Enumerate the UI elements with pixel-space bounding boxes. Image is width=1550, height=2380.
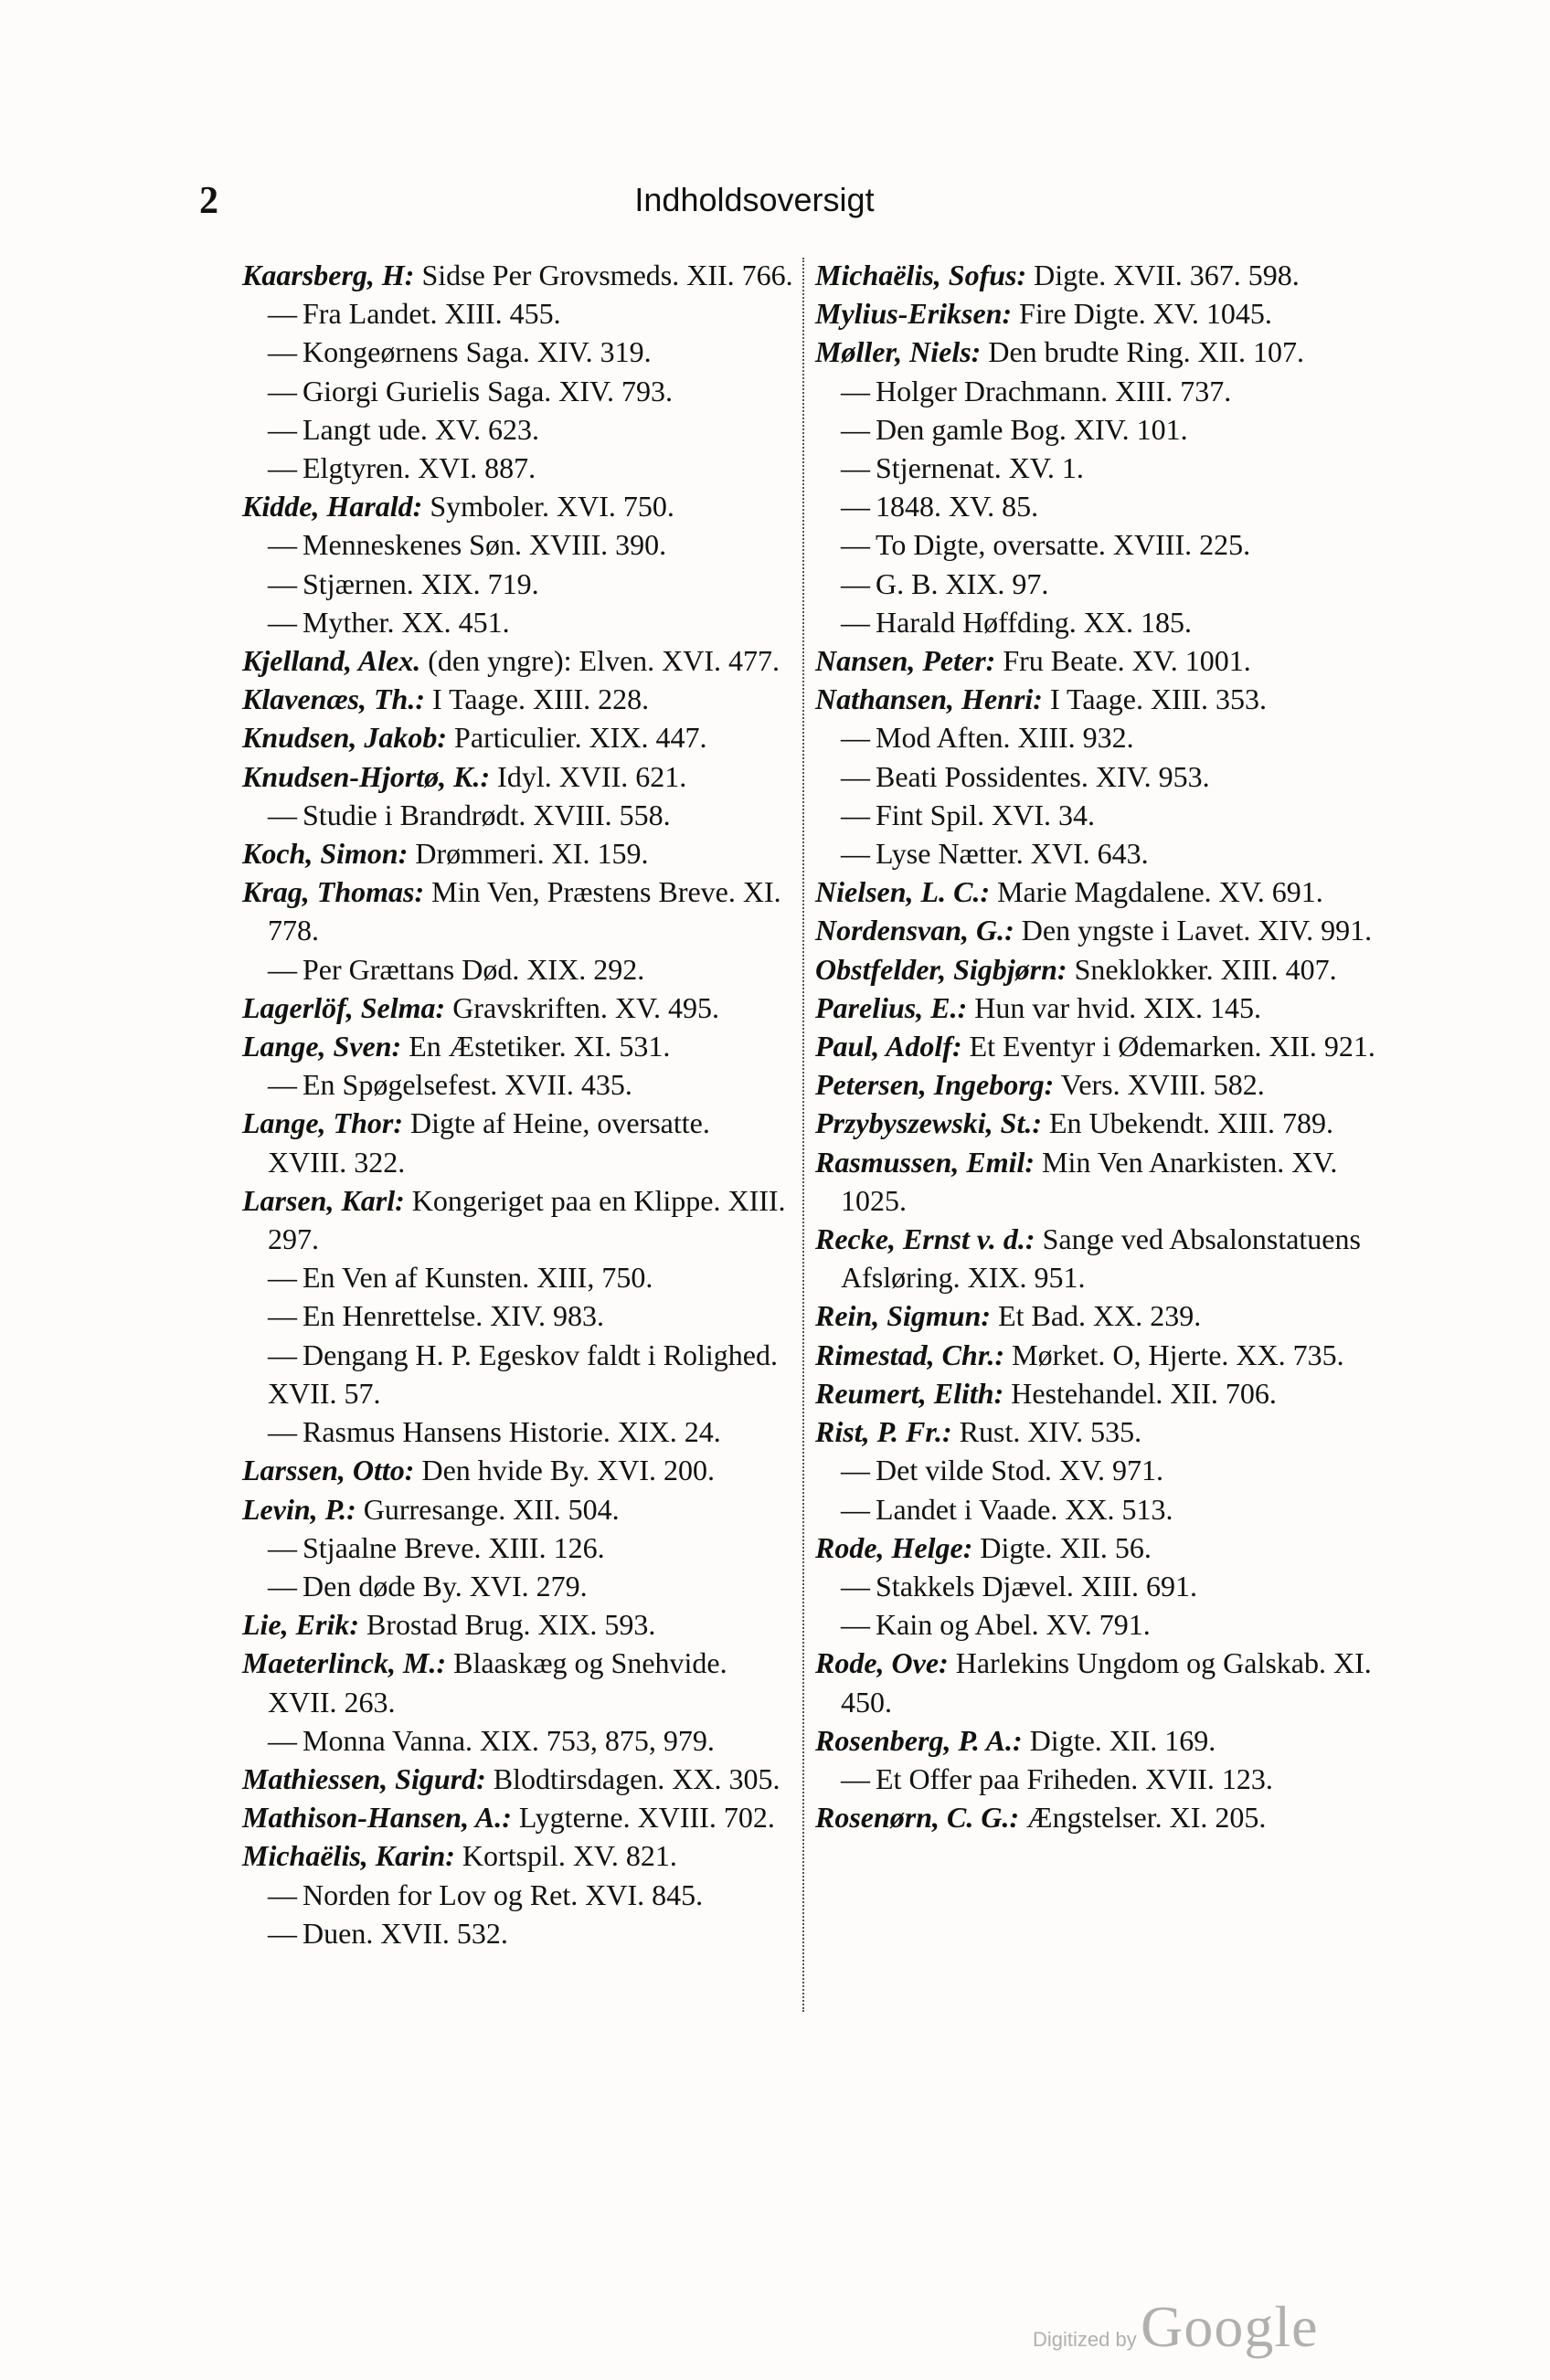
index-entry bbox=[815, 372, 1391, 410]
index-entry bbox=[242, 1528, 795, 1567]
index-entry bbox=[815, 487, 1391, 525]
entry-dash: — bbox=[268, 1916, 297, 1950]
entry-title: Digte. XVII. 367. 598. bbox=[1026, 259, 1300, 291]
running-title: Indholdsoversigt bbox=[634, 181, 875, 218]
index-entry bbox=[815, 1374, 1391, 1412]
entry-author: Paul, Adolf: bbox=[815, 1030, 962, 1063]
entry-title: Kortspil. XV. 821. bbox=[454, 1839, 677, 1873]
entry-dash: — bbox=[268, 566, 297, 600]
entry-author: Lange, Sven: bbox=[242, 1030, 402, 1063]
index-entry bbox=[242, 410, 795, 449]
right-column bbox=[815, 256, 1391, 1836]
entry-title: Stakkels Djævel. XIII. 691. bbox=[876, 1569, 1197, 1603]
entry-title: Elgtyren. XVI. 887. bbox=[303, 451, 536, 485]
entry-dash: — bbox=[841, 1761, 870, 1795]
entry-author: Rimestad, Chr.: bbox=[815, 1338, 1005, 1371]
entry-author: Mylius-Eriksen: bbox=[815, 297, 1013, 331]
entry-author: Lange, Thor: bbox=[242, 1106, 403, 1140]
entry-title: I Taage. XIII. 228. bbox=[425, 682, 650, 716]
entry-title: Kain og Abel. XV. 791. bbox=[876, 1608, 1151, 1642]
index-entry bbox=[242, 1644, 795, 1720]
digitized-watermark bbox=[1033, 2293, 1319, 2361]
index-entry bbox=[815, 1296, 1391, 1335]
entry-dash: — bbox=[268, 1530, 297, 1564]
entry-dash: — bbox=[841, 1569, 870, 1603]
index-entry bbox=[242, 834, 795, 873]
index-entry bbox=[242, 333, 795, 371]
entry-dash: — bbox=[841, 451, 870, 485]
index-entry bbox=[815, 1412, 1391, 1451]
index-entry bbox=[242, 1914, 795, 1952]
entry-dash: — bbox=[841, 798, 870, 831]
index-entry bbox=[242, 989, 795, 1027]
entry-dash: — bbox=[841, 1492, 870, 1526]
entry-author: Rode, Helge: bbox=[815, 1530, 973, 1564]
entry-title: Langt ude. XV. 623. bbox=[303, 412, 539, 446]
index-entry bbox=[242, 1490, 795, 1528]
entry-dash: — bbox=[268, 451, 297, 485]
index-entry bbox=[815, 680, 1391, 718]
entry-author: Klavenæs, Th.: bbox=[242, 682, 425, 716]
entry-author: Petersen, Ingeborg: bbox=[815, 1068, 1055, 1102]
entry-author: Larssen, Otto: bbox=[242, 1454, 415, 1487]
entry-author: Koch, Simon: bbox=[242, 837, 409, 871]
index-entry bbox=[815, 1336, 1391, 1374]
index-entry bbox=[815, 1451, 1391, 1489]
watermark-prefix: Digitized by bbox=[1033, 2328, 1137, 2351]
entry-title: Fra Landet. XIII. 455. bbox=[303, 297, 561, 331]
entry-title: Fint Spil. XVI. 34. bbox=[876, 798, 1096, 831]
left-column bbox=[242, 256, 795, 1952]
entry-title: Et Eventyr i Ødemarken. XII. 921. bbox=[961, 1030, 1375, 1063]
entry-dash: — bbox=[268, 952, 297, 986]
entry-dash: — bbox=[841, 528, 870, 562]
entry-title: I Taage. XIII. 353. bbox=[1042, 682, 1268, 716]
index-entry bbox=[815, 449, 1391, 487]
entry-title: Det vilde Stod. XV. 971. bbox=[876, 1454, 1163, 1487]
entry-title: Sange ved Absalonstatuens Afsløring. XIX. 951. bbox=[841, 1222, 1361, 1295]
entry-title: Blaaskæg og Snehvide. XVII. 263. bbox=[268, 1646, 727, 1719]
entry-title: Duen. XVII. 532. bbox=[303, 1916, 508, 1950]
entry-title: Min Ven Anarkisten. XV. 1025. bbox=[841, 1145, 1338, 1217]
index-entry bbox=[815, 641, 1391, 680]
index-entry bbox=[815, 1644, 1391, 1720]
entry-dash: — bbox=[841, 837, 870, 871]
entry-title: Rust. XIV. 535. bbox=[951, 1415, 1142, 1449]
entry-title: To Digte, oversatte. XVIII. 225. bbox=[876, 528, 1251, 562]
index-entry bbox=[242, 372, 795, 410]
index-entry bbox=[815, 989, 1391, 1027]
entry-author: Kjelland, Alex. bbox=[242, 644, 421, 678]
entry-author: Knudsen, Jakob: bbox=[242, 721, 448, 755]
entry-title: Monna Vanna. XIX. 753, 875, 979. bbox=[303, 1723, 715, 1757]
index-entry bbox=[242, 757, 795, 796]
entry-title: Marie Magdalene. XV. 691. bbox=[990, 875, 1323, 909]
entry-title: Hestehandel. XII. 706. bbox=[1003, 1376, 1277, 1410]
entry-dash: — bbox=[268, 1261, 297, 1295]
index-entry bbox=[815, 1220, 1391, 1296]
index-entry bbox=[815, 333, 1391, 371]
index-entry bbox=[815, 796, 1391, 834]
entry-title: Drømmeri. XI. 159. bbox=[408, 837, 649, 871]
entry-title: Digte. XII. 169. bbox=[1022, 1723, 1216, 1757]
entry-title: Brostad Brug. XIX. 593. bbox=[358, 1608, 656, 1642]
entry-title: Lygterne. XVIII. 702. bbox=[511, 1801, 775, 1835]
index-entry bbox=[815, 1027, 1391, 1065]
entry-dash: — bbox=[268, 297, 297, 331]
entry-title: Rasmus Hansens Historie. XIX. 24. bbox=[303, 1415, 721, 1449]
entry-title: Fire Digte. XV. 1045. bbox=[1012, 297, 1272, 331]
entry-title: Menneskenes Søn. XVIII. 390. bbox=[303, 528, 667, 562]
entry-author: Nathansen, Henri: bbox=[815, 682, 1043, 716]
index-entry bbox=[815, 1798, 1391, 1836]
entry-title: En Ven af Kunsten. XIII, 750. bbox=[303, 1261, 653, 1295]
entry-dash: — bbox=[841, 1608, 870, 1642]
entry-title: Digte af Heine, oversatte. XVIII. 322. bbox=[268, 1106, 710, 1179]
entry-author: Kaarsberg, H: bbox=[242, 259, 415, 291]
entry-author: Rein, Sigmun: bbox=[815, 1299, 992, 1333]
entry-title: Myther. XX. 451. bbox=[303, 605, 510, 639]
entry-title: Et Bad. XX. 239. bbox=[991, 1299, 1202, 1333]
entry-author: Przybyszewski, St.: bbox=[815, 1106, 1042, 1140]
entry-dash: — bbox=[268, 412, 297, 446]
index-entry bbox=[815, 834, 1391, 873]
entry-title: Den brudte Ring. XII. 107. bbox=[981, 335, 1305, 369]
index-entry bbox=[242, 525, 795, 564]
entry-author: Maeterlinck, M.: bbox=[242, 1646, 447, 1680]
entry-author: Krag, Thomas: bbox=[242, 875, 425, 909]
index-entry bbox=[242, 718, 795, 756]
entry-dash: — bbox=[268, 374, 297, 407]
entry-title: Stjaalne Breve. XIII. 126. bbox=[303, 1530, 605, 1564]
index-entry bbox=[815, 911, 1391, 949]
entry-title: Hun var hvid. XIX. 145. bbox=[967, 990, 1261, 1024]
index-entry bbox=[815, 757, 1391, 796]
entry-dash: — bbox=[268, 528, 297, 562]
entry-title: Den gamle Bog. XIV. 101. bbox=[876, 412, 1188, 446]
entry-title: En Spøgelsefest. XVII. 435. bbox=[303, 1068, 632, 1102]
entry-author: Obstfelder, Sigbjørn: bbox=[815, 952, 1067, 986]
entry-dash: — bbox=[841, 1454, 870, 1487]
entry-title: Ængstelser. XI. 205. bbox=[1019, 1801, 1267, 1835]
index-entry bbox=[242, 680, 795, 718]
entry-title: Giorgi Gurielis Saga. XIV. 793. bbox=[303, 374, 674, 407]
index-entry bbox=[815, 294, 1391, 333]
index-entry bbox=[242, 1567, 795, 1605]
entry-dash: — bbox=[268, 1299, 297, 1333]
entry-dash: — bbox=[841, 490, 870, 524]
entry-title: Harlekins Ungdom og Galskab. XI. 450. bbox=[841, 1646, 1372, 1719]
entry-title: Et Offer paa Friheden. XVII. 123. bbox=[876, 1761, 1273, 1795]
entry-title: Holger Drachmann. XIII. 737. bbox=[876, 374, 1232, 407]
index-entry bbox=[242, 1605, 795, 1644]
entry-title: Studie i Brandrødt. XVIII. 558. bbox=[303, 798, 671, 831]
entry-title: Particulier. XIX. 447. bbox=[447, 721, 707, 755]
index-entry bbox=[242, 1798, 795, 1836]
index-entry bbox=[242, 950, 795, 989]
index-entry bbox=[815, 1490, 1391, 1528]
index-entry bbox=[242, 1760, 795, 1798]
entry-author: Rode, Ove: bbox=[815, 1646, 949, 1680]
entry-dash: — bbox=[268, 605, 297, 639]
entry-dash: — bbox=[841, 412, 870, 446]
entry-author: Mathiessen, Sigurd: bbox=[242, 1761, 486, 1795]
entry-title: Stjernenat. XV. 1. bbox=[876, 451, 1084, 485]
index-entry bbox=[242, 1876, 795, 1914]
entry-title: Blodtirsdagen. XX. 305. bbox=[485, 1761, 780, 1795]
entry-dash: — bbox=[268, 1338, 297, 1371]
entry-title: Min Ven, Præstens Breve. XI. 778. bbox=[268, 875, 781, 947]
entry-dash: — bbox=[841, 721, 870, 755]
index-entry bbox=[242, 1104, 795, 1180]
entry-title: Den hvide By. XVI. 200. bbox=[414, 1454, 715, 1487]
entry-title: Fru Beate. XV. 1001. bbox=[995, 644, 1251, 678]
entry-dash: — bbox=[268, 1068, 297, 1102]
entry-title: 1848. XV. 85. bbox=[876, 490, 1039, 524]
entry-dash: — bbox=[841, 759, 870, 793]
index-entry bbox=[242, 1336, 795, 1412]
index-entry bbox=[242, 1412, 795, 1451]
index-entry bbox=[815, 1760, 1391, 1798]
index-entry bbox=[815, 1143, 1391, 1220]
index-entry bbox=[242, 449, 795, 487]
entry-title: Per Grættans Død. XIX. 292. bbox=[303, 952, 645, 986]
index-entry bbox=[815, 410, 1391, 449]
entry-title: Harald Høffding. XX. 185. bbox=[876, 605, 1193, 639]
index-entry bbox=[242, 641, 795, 680]
index-entry bbox=[815, 1567, 1391, 1605]
entry-author: Kidde, Harald: bbox=[242, 490, 423, 524]
entry-author: Larsen, Karl: bbox=[242, 1183, 405, 1217]
entry-author: Nielsen, L. C.: bbox=[815, 875, 991, 909]
entry-title: Den yngste i Lavet. XIV. 991. bbox=[1014, 914, 1373, 947]
index-entry bbox=[815, 1528, 1391, 1567]
entry-author: Knudsen-Hjortø, K.: bbox=[242, 759, 491, 793]
entry-author: Rasmussen, Emil: bbox=[815, 1145, 1035, 1179]
entry-title: Vers. XVIII. 582. bbox=[1054, 1068, 1265, 1102]
entry-title: Sidse Per Grovsmeds. XII. 766. bbox=[414, 259, 793, 291]
entry-author: Michaëlis, Karin: bbox=[242, 1839, 455, 1873]
entry-title: Gravskriften. XV. 495. bbox=[445, 990, 719, 1024]
entry-title: Lyse Nætter. XVI. 643. bbox=[876, 837, 1149, 871]
entry-author: Recke, Ernst v. d.: bbox=[815, 1222, 1035, 1256]
entry-dash: — bbox=[268, 1723, 297, 1757]
entry-author: Lagerlöf, Selma: bbox=[242, 990, 446, 1024]
index-entry bbox=[242, 1296, 795, 1335]
entry-dash: — bbox=[841, 374, 870, 407]
index-entry bbox=[815, 718, 1391, 756]
index-entry bbox=[242, 1027, 795, 1065]
entry-title: (den yngre): Elven. XVI. 477. bbox=[420, 644, 780, 678]
entry-dash: — bbox=[268, 1878, 297, 1911]
index-entry bbox=[242, 487, 795, 525]
entry-title: Den døde By. XVI. 279. bbox=[303, 1569, 588, 1603]
entry-title: En Henrettelse. XIV. 983. bbox=[303, 1299, 604, 1333]
entry-dash: — bbox=[841, 605, 870, 639]
entry-title: Mørket. O, Hjerte. XX. 735. bbox=[1004, 1338, 1344, 1371]
index-entry bbox=[815, 1721, 1391, 1760]
entry-author: Rosenørn, C. G.: bbox=[815, 1801, 1020, 1835]
entry-title: Beati Possidentes. XIV. 953. bbox=[876, 759, 1210, 793]
page-number: 2 bbox=[199, 180, 218, 222]
index-entry bbox=[815, 1065, 1391, 1104]
index-entry bbox=[242, 1258, 795, 1296]
index-entry bbox=[242, 873, 795, 949]
entry-title: Norden for Lov og Ret. XVI. 845. bbox=[303, 1878, 704, 1911]
entry-title: Landet i Vaade. XX. 513. bbox=[876, 1492, 1173, 1526]
entry-author: Michaëlis, Sofus: bbox=[815, 259, 1027, 291]
column-divider bbox=[802, 258, 804, 2012]
google-logo: Google bbox=[1141, 2294, 1319, 2359]
entry-author: Nansen, Peter: bbox=[815, 644, 996, 678]
entry-dash: — bbox=[268, 1415, 297, 1449]
index-entry bbox=[242, 1721, 795, 1760]
index-entry bbox=[242, 796, 795, 834]
entry-title: En Ubekendt. XIII. 789. bbox=[1042, 1106, 1334, 1140]
index-entry bbox=[242, 565, 795, 603]
index-entry bbox=[242, 1451, 795, 1489]
entry-author: Møller, Niels: bbox=[815, 335, 982, 369]
entry-author: Levin, P.: bbox=[242, 1492, 356, 1526]
index-entry bbox=[242, 1181, 795, 1258]
index-entry bbox=[815, 1104, 1391, 1142]
entry-dash: — bbox=[841, 566, 870, 600]
index-entry bbox=[815, 873, 1391, 911]
index-entry bbox=[815, 525, 1391, 564]
entry-author: Rist, P. Fr.: bbox=[815, 1415, 952, 1449]
entry-title: Digte. XII. 56. bbox=[972, 1530, 1152, 1564]
index-entry bbox=[242, 1065, 795, 1104]
index-entry bbox=[242, 256, 795, 294]
entry-title: Mod Aften. XIII. 932. bbox=[876, 721, 1134, 755]
entry-title: Gurresange. XII. 504. bbox=[356, 1492, 620, 1526]
index-entry bbox=[242, 294, 795, 333]
entry-author: Mathison-Hansen, A.: bbox=[242, 1801, 512, 1835]
entry-title: G. B. XIX. 97. bbox=[876, 566, 1049, 600]
index-entry bbox=[242, 1836, 795, 1875]
entry-dash: — bbox=[268, 1569, 297, 1603]
entry-title: Dengang H. P. Egeskov faldt i Rolighed. XVII. 57. bbox=[268, 1338, 778, 1410]
entry-author: Nordensvan, G.: bbox=[815, 914, 1014, 947]
index-entry bbox=[242, 603, 795, 641]
page-header bbox=[199, 179, 1310, 225]
index-entry bbox=[815, 256, 1391, 294]
entry-title: Sneklokker. XIII. 407. bbox=[1067, 952, 1337, 986]
entry-author: Lie, Erik: bbox=[242, 1608, 359, 1642]
entry-title: Symboler. XVI. 750. bbox=[422, 490, 674, 524]
entry-title: Idyl. XVII. 621. bbox=[490, 759, 687, 793]
index-entry bbox=[815, 950, 1391, 989]
entry-author: Rosenberg, P. A.: bbox=[815, 1723, 1023, 1757]
entry-title: En Æstetiker. XI. 531. bbox=[401, 1030, 671, 1063]
index-entry bbox=[815, 1605, 1391, 1644]
entry-dash: — bbox=[268, 335, 297, 369]
entry-dash: — bbox=[268, 798, 297, 831]
index-entry bbox=[815, 565, 1391, 603]
entry-author: Reumert, Elith: bbox=[815, 1376, 1004, 1410]
entry-author: Parelius, E.: bbox=[815, 990, 968, 1024]
entry-title: Kongeriget paa en Klippe. XIII. 297. bbox=[268, 1183, 786, 1256]
entry-title: Kongeørnens Saga. XIV. 319. bbox=[303, 335, 652, 369]
entry-title: Stjærnen. XIX. 719. bbox=[303, 566, 539, 600]
index-entry bbox=[815, 603, 1391, 641]
